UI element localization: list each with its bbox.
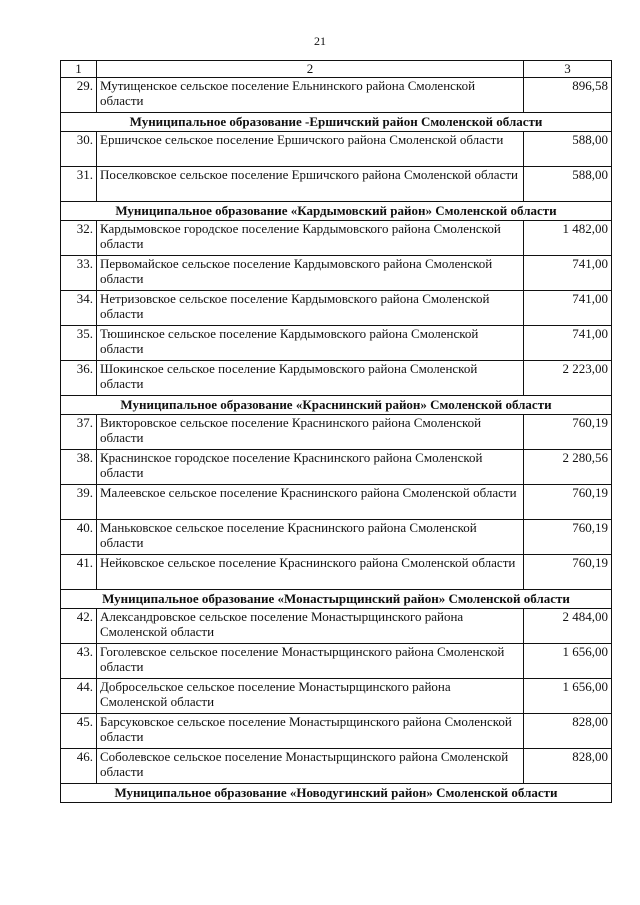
row-number: 29. bbox=[61, 78, 97, 113]
allocation-value: 1 656,00 bbox=[524, 679, 612, 714]
row-number: 30. bbox=[61, 132, 97, 167]
row-number: 36. bbox=[61, 361, 97, 396]
allocation-value: 1 656,00 bbox=[524, 644, 612, 679]
allocation-value: 760,19 bbox=[524, 415, 612, 450]
row-number: 37. bbox=[61, 415, 97, 450]
settlement-name: Барсуковское сельское поселение Монастырщинского района Смоленской области bbox=[97, 714, 524, 749]
row-number: 46. bbox=[61, 749, 97, 784]
row-number: 43. bbox=[61, 644, 97, 679]
settlement-name: Нетризовское сельское поселение Кардымовского района Смоленской области bbox=[97, 291, 524, 326]
header-col-1: 1 bbox=[61, 61, 97, 78]
section-heading: Муниципальное образование -Ершичский район Смоленской области bbox=[61, 113, 612, 132]
row-number: 38. bbox=[61, 450, 97, 485]
allocation-table bbox=[60, 60, 612, 803]
allocation-value: 760,19 bbox=[524, 555, 612, 590]
settlement-name: Шокинское сельское поселение Кардымовского района Смоленской области bbox=[97, 361, 524, 396]
table-row bbox=[61, 326, 612, 361]
table-row bbox=[61, 714, 612, 749]
table-row bbox=[61, 644, 612, 679]
settlement-name: Викторовское сельское поселение Краснинского района Смоленской области bbox=[97, 415, 524, 450]
header-col-2: 2 bbox=[97, 61, 524, 78]
table-row bbox=[61, 415, 612, 450]
settlement-name: Соболевское сельское поселение Монастырщинского района Смоленской области bbox=[97, 749, 524, 784]
table-row bbox=[61, 450, 612, 485]
section-heading-row bbox=[61, 202, 612, 221]
allocation-value: 2 223,00 bbox=[524, 361, 612, 396]
settlement-name: Мутищенское сельское поселение Ельнинского района Смоленской области bbox=[97, 78, 524, 113]
table-row bbox=[61, 749, 612, 784]
table-row bbox=[61, 256, 612, 291]
table-row bbox=[61, 78, 612, 113]
row-number: 41. bbox=[61, 555, 97, 590]
table-row bbox=[61, 555, 612, 590]
allocation-value: 2 484,00 bbox=[524, 609, 612, 644]
allocation-value: 896,58 bbox=[524, 78, 612, 113]
table-row bbox=[61, 221, 612, 256]
settlement-name: Поселковское сельское поселение Ершичского района Смоленской области bbox=[97, 167, 524, 202]
section-heading-row bbox=[61, 784, 612, 803]
row-number: 32. bbox=[61, 221, 97, 256]
row-number: 45. bbox=[61, 714, 97, 749]
settlement-name: Первомайское сельское поселение Кардымовского района Смоленской области bbox=[97, 256, 524, 291]
settlement-name: Маньковское сельское поселение Краснинского района Смоленской области bbox=[97, 520, 524, 555]
allocation-value: 1 482,00 bbox=[524, 221, 612, 256]
allocation-value: 588,00 bbox=[524, 132, 612, 167]
allocation-value: 760,19 bbox=[524, 485, 612, 520]
table-row bbox=[61, 167, 612, 202]
table-row bbox=[61, 291, 612, 326]
section-heading-row bbox=[61, 590, 612, 609]
table-row bbox=[61, 609, 612, 644]
allocation-value: 828,00 bbox=[524, 749, 612, 784]
page-number: 21 bbox=[314, 34, 326, 48]
allocation-value: 741,00 bbox=[524, 291, 612, 326]
allocation-value: 760,19 bbox=[524, 520, 612, 555]
row-number: 40. bbox=[61, 520, 97, 555]
allocation-value: 741,00 bbox=[524, 256, 612, 291]
section-heading-row bbox=[61, 113, 612, 132]
table-header-row bbox=[61, 61, 612, 78]
row-number: 34. bbox=[61, 291, 97, 326]
allocation-value: 741,00 bbox=[524, 326, 612, 361]
row-number: 39. bbox=[61, 485, 97, 520]
table-row bbox=[61, 485, 612, 520]
table-row bbox=[61, 520, 612, 555]
section-heading: Муниципальное образование «Краснинский район» Смоленской области bbox=[61, 396, 612, 415]
section-heading: Муниципальное образование «Монастырщинский район» Смоленской области bbox=[61, 590, 612, 609]
row-number: 31. bbox=[61, 167, 97, 202]
allocation-value: 2 280,56 bbox=[524, 450, 612, 485]
settlement-name: Гоголевское сельское поселение Монастырщинского района Смоленской области bbox=[97, 644, 524, 679]
table-row bbox=[61, 361, 612, 396]
row-number: 42. bbox=[61, 609, 97, 644]
settlement-name: Ершичское сельское поселение Ершичского района Смоленской области bbox=[97, 132, 524, 167]
table-row bbox=[61, 679, 612, 714]
row-number: 35. bbox=[61, 326, 97, 361]
row-number: 44. bbox=[61, 679, 97, 714]
row-number: 33. bbox=[61, 256, 97, 291]
section-heading: Муниципальное образование «Новодугинский район» Смоленской области bbox=[61, 784, 612, 803]
settlement-name: Нейковское сельское поселение Краснинского района Смоленской области bbox=[97, 555, 524, 590]
settlement-name: Тюшинское сельское поселение Кардымовского района Смоленской области bbox=[97, 326, 524, 361]
allocation-value: 828,00 bbox=[524, 714, 612, 749]
settlement-name: Добросельское сельское поселение Монастырщинского района Смоленской области bbox=[97, 679, 524, 714]
settlement-name: Кардымовское городское поселение Кардымовского района Смоленской области bbox=[97, 221, 524, 256]
section-heading-row bbox=[61, 396, 612, 415]
settlement-name: Краснинское городское поселение Краснинского района Смоленской области bbox=[97, 450, 524, 485]
settlement-name: Александровское сельское поселение Монастырщинского района Смоленской области bbox=[97, 609, 524, 644]
allocation-value: 588,00 bbox=[524, 167, 612, 202]
section-heading: Муниципальное образование «Кардымовский район» Смоленской области bbox=[61, 202, 612, 221]
header-col-3: 3 bbox=[524, 61, 612, 78]
settlement-name: Малеевское сельское поселение Краснинского района Смоленской области bbox=[97, 485, 524, 520]
table-row bbox=[61, 132, 612, 167]
